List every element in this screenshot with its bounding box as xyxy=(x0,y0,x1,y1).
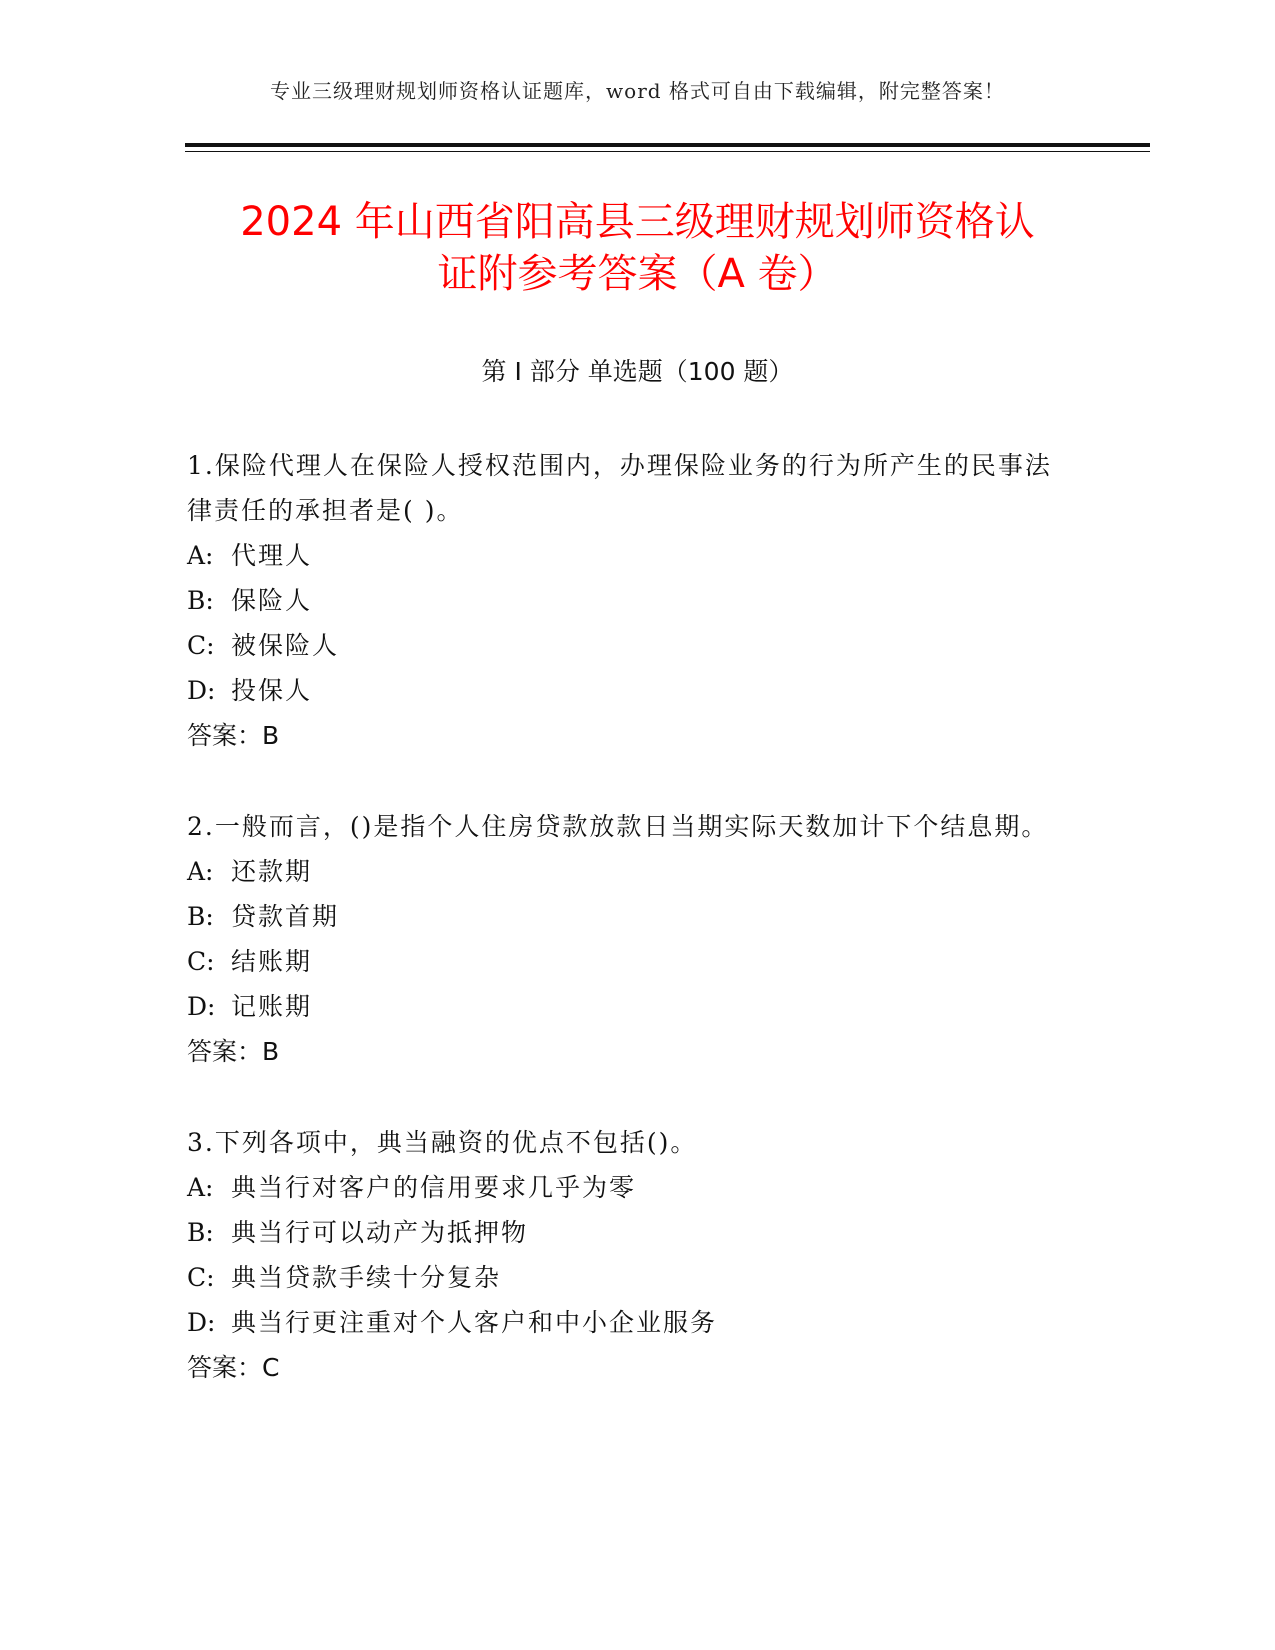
option-text: 代理人 xyxy=(231,541,313,570)
option-a xyxy=(187,1165,1067,1210)
option-key: D: xyxy=(187,1308,216,1337)
option-key: A: xyxy=(187,541,214,570)
option-key: D: xyxy=(187,676,216,705)
question-stem: 2.一般而言，()是指个人住房贷款放款日当期实际天数加计下个结息期。 xyxy=(187,812,1049,841)
option-a xyxy=(187,533,1067,578)
answer-line: 答案：B xyxy=(187,1037,280,1066)
option-text: 结账期 xyxy=(231,947,313,976)
option-b xyxy=(187,578,1067,623)
document-title-line2: 证附参考答案（A 卷） xyxy=(437,251,838,297)
question-item xyxy=(187,1120,1067,1390)
option-key: C: xyxy=(187,1263,215,1292)
option-text: 记账期 xyxy=(231,992,313,1021)
option-text: 典当贷款手续十分复杂 xyxy=(231,1263,502,1292)
option-key: C: xyxy=(187,947,215,976)
document-title-line1: 2024 年山西省阳高县三级理财规划师资格认 xyxy=(240,199,1035,245)
option-key: B: xyxy=(187,1218,214,1247)
header-note: 专业三级理财规划师资格认证题库，word 格式可自由下载编辑，附完整答案！ xyxy=(270,79,1005,103)
option-a xyxy=(187,849,1067,894)
option-c xyxy=(187,1255,1067,1300)
question-list xyxy=(187,443,1067,1436)
question-stem: 3.下列各项中，典当融资的优点不包括()。 xyxy=(187,1128,698,1157)
option-text: 被保险人 xyxy=(231,631,340,660)
question-item xyxy=(187,804,1067,1074)
option-text: 保险人 xyxy=(231,586,313,615)
question-item xyxy=(187,443,1067,758)
answer-line: 答案：C xyxy=(187,1353,280,1382)
option-d xyxy=(187,668,1067,713)
answer-line: 答案：B xyxy=(187,721,280,750)
document-title xyxy=(160,196,1115,300)
option-text: 贷款首期 xyxy=(231,902,340,931)
header-rule-thick xyxy=(185,143,1150,147)
option-key: B: xyxy=(187,902,214,931)
option-d xyxy=(187,984,1067,1029)
option-key: A: xyxy=(187,857,214,886)
option-text: 典当行更注重对个人客户和中小企业服务 xyxy=(231,1308,718,1337)
option-c xyxy=(187,623,1067,668)
option-text: 典当行对客户的信用要求几乎为零 xyxy=(231,1173,637,1202)
option-key: C: xyxy=(187,631,215,660)
option-b xyxy=(187,894,1067,939)
section-title: 第 I 部分 单选题（100 题） xyxy=(481,357,794,386)
option-c xyxy=(187,939,1067,984)
option-key: D: xyxy=(187,992,216,1021)
option-text: 投保人 xyxy=(231,676,313,705)
option-b xyxy=(187,1210,1067,1255)
option-d xyxy=(187,1300,1067,1345)
option-key: A: xyxy=(187,1173,214,1202)
option-text: 还款期 xyxy=(231,857,313,886)
question-stem: 1.保险代理人在保险人授权范围内，办理保险业务的行为所产生的民事法律责任的承担者是( )。 xyxy=(187,451,1052,525)
header-rule-thin xyxy=(185,151,1150,152)
option-text: 典当行可以动产为抵押物 xyxy=(231,1218,529,1247)
option-key: B: xyxy=(187,586,214,615)
